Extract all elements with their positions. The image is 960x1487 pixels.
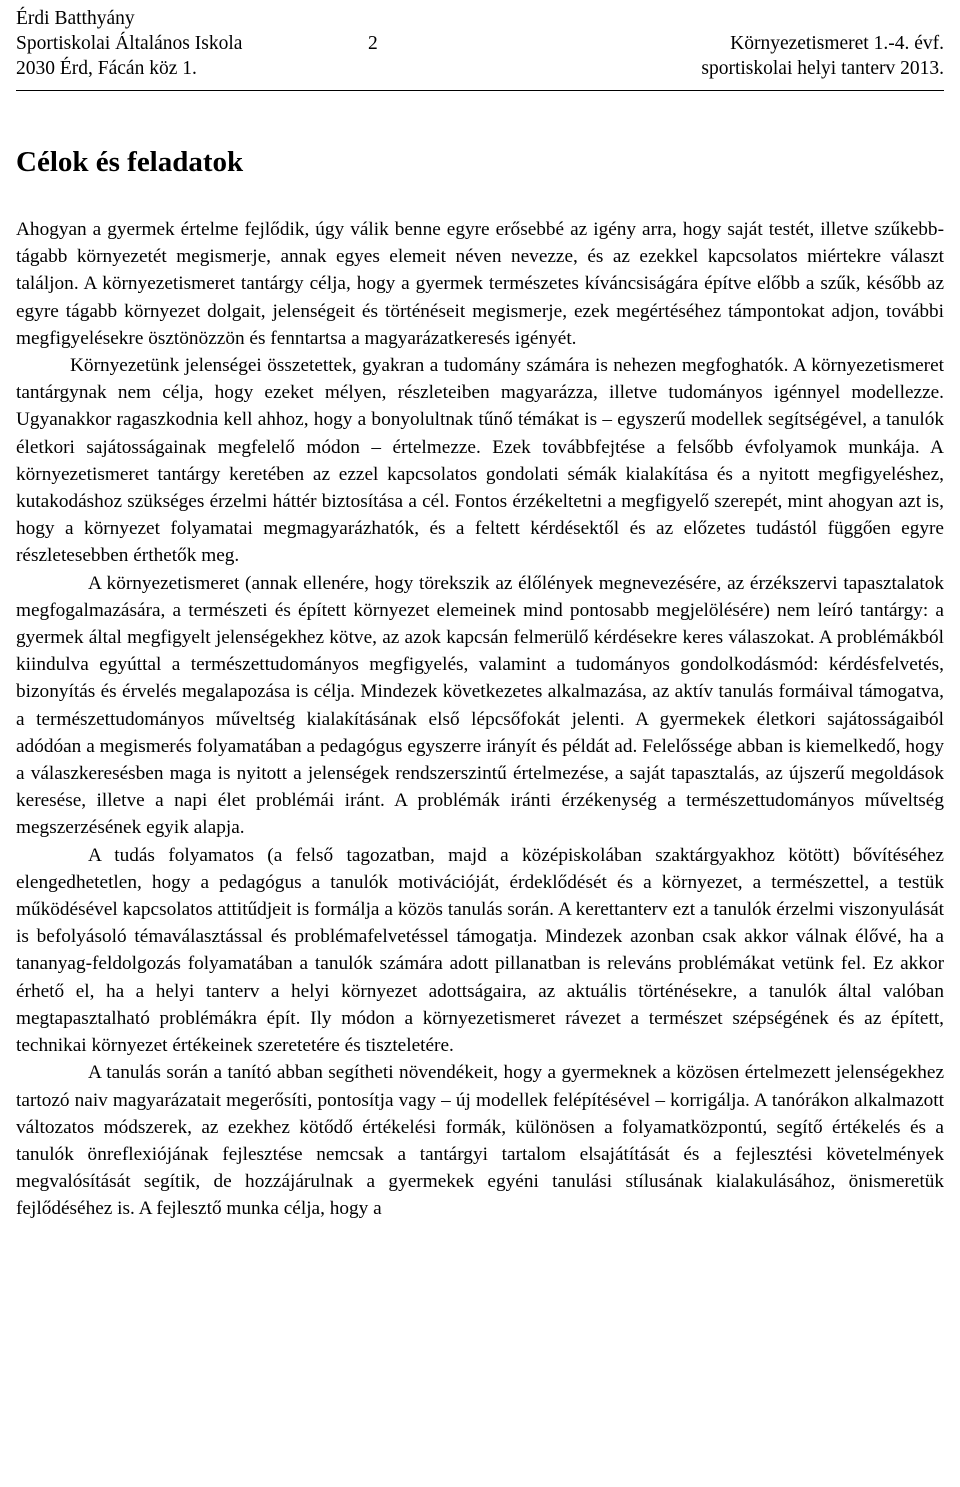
paragraph-5: A tanulás során a tanító abban segítheti növendékeit, hogy a gyermeknek a közösen értelmezett jelenségekhez tartozó naiv magyarázatait megerősíti, pontosítja vagy – új modellek felépítésével – korrigálja. A tanórákon alkalmazott változatos módszerek, az ezekhez kötődő értékelési formák, különösen a folyamatközpontú, segítő értékelés és a tanulók önreflexiójának fejlesztése nemcsak a tantárgyi tartalom elsajátítását és a fejlesztési követelmények megvalósítását segítik, de hozzájárulnak a gyermekek egyéni tanulási stílusának kialakulásához, önismeretük fejlődéséhez is. A fejlesztő munka célja, hogy a: [16, 1062, 944, 1220]
school-address: 2030 Érd, Fácán köz 1.: [16, 58, 197, 79]
paragraph-1: Ahogyan a gyermek értelme fejlődik, úgy válik benne egyre erősebbé az igény arra, hogy saját testét, illetve szűkebb-tágabb környezetét megismerje, annak egyes elemeit néven nevezze, és az ezekkel kapcsolatos miértekre választ találjon. A környezetismeret tantárgy célja, hogy a gyermek természetes kíváncsiságára építve előbb a szűk, később az egyre tágabb környezet dolgait, jelenségeit és történéseit megismerje, ezek megértéséhez támpontokat adjon, további megfigyelésekre ösztönözzön és fenntartsa a magyarázatkeresés igényét.: [16, 219, 944, 349]
header-row-1: [16, 6, 944, 31]
header-divider: [16, 90, 944, 91]
subject-grade: Környezetismeret 1.-4. évf.: [730, 33, 944, 54]
document-body: [16, 216, 944, 1223]
header-row-2: [16, 31, 944, 56]
paragraph-2: Környezetünk jelenségei összetettek, gyakran a tudomány számára is nehezen megfoghatók. A környezetismeret tantárgynak nem célja, hogy ezeket mélyen, részleteiben magyarázza, illetve tudományos igénnyel modellezze. Ugyanakkor ragaszkodnia kell ahhoz, hogy a bonyolultnak tűnő témákat is – egyszerű modellek segítségével, a tanulók életkori sajátosságainak megfelelő módon – értelmezze. Ezek továbbfejtése a felsőbb évfolyamok munkája. A környezetismeret tantárgy keretében az ezzel kapcsolatos gondolati sémák kialakítása és a nyitott megfigyeléshez, kutakodáshoz szükséges érzelmi háttér biztosítása a cél. Fontos érzékeltetni a megfigyelő szerepét, mint ahogyan azt is, hogy a környezet folyamatai megmagyarázhatók, és a feltett kérdésektől és az előzetes tudástól függően egyre részletesebben érthetők meg.: [16, 355, 944, 567]
page-header: [16, 6, 944, 90]
curriculum-label: sportiskolai helyi tanterv 2013.: [701, 58, 944, 79]
school-name-line-1: Érdi Batthyány: [16, 8, 135, 29]
page-number: 2: [368, 33, 378, 54]
header-row-3: [16, 56, 944, 81]
school-name-line-2: Sportiskolai Általános Iskola: [16, 33, 243, 54]
paragraph-4: A tudás folyamatos (a felső tagozatban, majd a középiskolában szaktárgyakhoz kötött) bővítéséhez elengedhetetlen, hogy a pedagógus a tanulók motivációját, érdeklődését és a környezet, a természettel, a testük működésével kapcsolatos attitűdjeit is formálja a közös tanulás során. A kerettanterv ezt a tanulók érzelmi viszonyulását is befolyásoló témaválasztással és problémafelvetéssel támogatja. Mindezek azonban csak akkor válnak élővé, ha a tananyag-feldolgozás folyamatában a tanulók számára adott pillanatban is releváns problémákat vetünk fel. Ez akkor érhető el, ha a helyi tanterv a helyi környezet adottságaira, az aktuális történésekre, a tanulók által valóban megtapasztalható problémákra épít. Ily módon a környezetismeret rávezet a természet szépségének és az épített, technikai környezet értékeinek szeretetére és tiszteletére.: [16, 844, 944, 1057]
section-title: Célok és feladatok: [16, 146, 244, 178]
paragraph-3: A környezetismeret (annak ellenére, hogy törekszik az élőlények megnevezésére, az érzékszervi tapasztalatok megfogalmazására, a természeti és épített környezet elemeinek mind pontosabb megjelölésére) nem leíró tantárgy: a gyermek által megfigyelt jelenségekhez kötve, az azok kapcsán felmerülő kérdésekre keres válaszokat. A problémákból kiindulva egyúttal a természettudományos megfigyelés, valamint a tudományos gondolkodásmód: kérdésfelvetés, bizonyítás és érvelés megalapozása is célja. Mindezek következetes alkalmazása, az aktív tanulás formáival támogatva, a természettudományos műveltség kialakításának első lépcsőfokát jelenti. A gyermekek életkori sajátosságaiból adódóan a megismerés folyamatában a pedagógus egyszerre irányít és példát ad. Felelőssége abban is kiemelkedő, hogy a válaszkeresésben maga is nyitott a jelenségek rendszerszintű értelmezése, a saját tapasztalás, az újszerű megoldások keresése, illetve a napi élet problémái iránt. A problémák iránti érzékenység a természettudományos műveltség megszerzésének egyik alapja.: [16, 572, 944, 839]
